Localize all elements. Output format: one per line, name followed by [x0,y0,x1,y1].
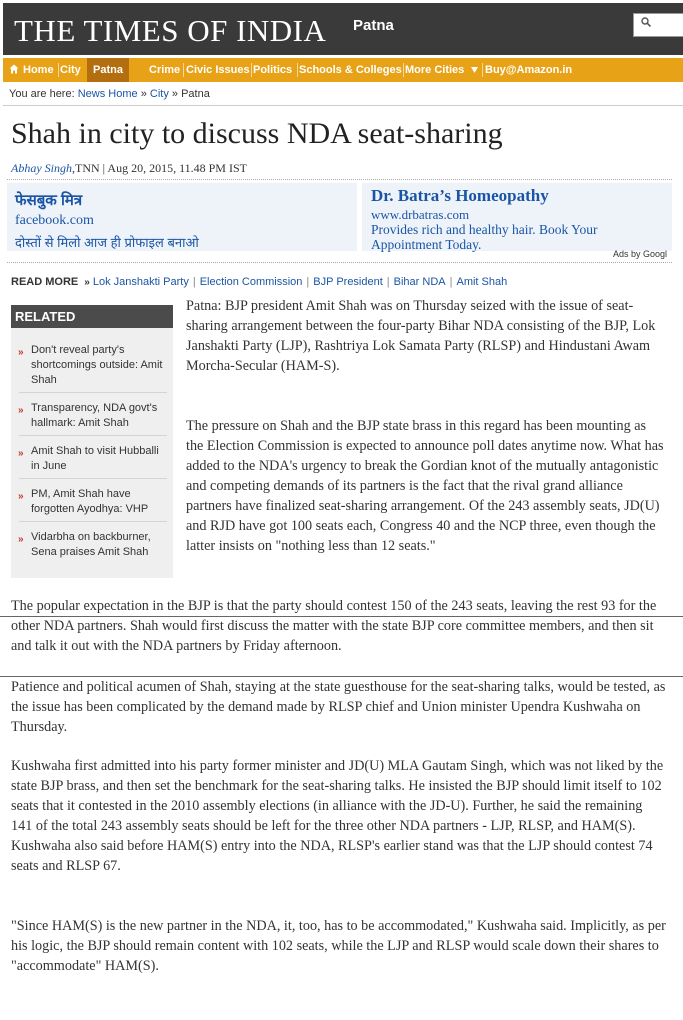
tag-separator: | [449,276,453,288]
ad-title[interactable]: फेसबुक मित्र [15,192,83,209]
tag-separator: | [306,276,310,288]
related-item-label[interactable]: Vidarbha on backburner, Sena praises Amit Shah [31,531,151,558]
article-byline [11,161,247,176]
related-item-label[interactable]: Don't reveal party's shortcomings outside: Amit Shah [31,344,163,386]
ad-drbatras[interactable] [362,183,672,251]
breadcrumb-city[interactable]: City [149,88,169,100]
nav-buy-amazon[interactable]: Buy@Amazon.in [485,64,573,76]
divider [19,392,167,393]
ad-text[interactable]: दोस्तों से मिलो आज ही प्रोफाइल बनाओ [15,235,199,250]
related-item-label[interactable]: Transparency, NDA govt's hallmark: Amit Shah [31,402,158,429]
related-item-label[interactable]: PM, Amit Shah have forgotten Ayodhya: VHP [31,488,149,515]
article-paragraph: "Since HAM(S) is the new partner in the NDA, it, too, has to be accommodated," Kushwaha said. Implicitly, as per his logic, the BJP should remain content with 102 seats, while the LJP and RLSP would scale down their shares to "accommodate" HAM(S). [11,918,666,974]
site-header [3,3,683,55]
read-more-bar [11,276,507,288]
ad-title[interactable]: Dr. Batra’s Homeopathy [371,186,549,205]
article-paragraph: The pressure on Shah and the BJP state brass in this regard has been mounting as the Election Commission is expected to announce poll dates anytime now. What has added to the NDA's urgency to break the Gordian knot of the mutually antagonistic and competing demands of its partners is the fact that the rival grand alliance partners have finalized seat-sharing arrangement. Of the 243 assembly seats, JD(U) and RJD have got 100 seats each, Congress 40 and the NCP three, even though the latter insists on "nothing less than 12 seats." [186,418,664,554]
search-icon[interactable] [641,17,651,27]
breadcrumb-separator: » [171,88,179,100]
nav-divider [251,63,252,77]
ad-url[interactable]: www.drbatras.com [371,207,470,222]
breadcrumb-separator: » [140,88,147,100]
nav-civic-issues[interactable]: Civic Issues [186,64,250,76]
nav-schools-colleges[interactable]: Schools & Colleges [299,64,402,76]
bullet-icon: » [18,448,24,459]
breadcrumb-current: Patna [181,88,210,100]
divider [0,616,683,617]
bullet-icon: » [18,405,24,416]
nav-home[interactable] [9,58,54,82]
bullet-icon: » [18,534,24,545]
related-item-label[interactable]: Amit Shah to visit Hubballi in June [31,445,159,472]
related-item[interactable] [11,343,173,388]
article-paragraph: The popular expectation in the BJP is that the party should contest 150 of the 243 seats, leaving the rest 93 for the other NDA partners. Shah would first discuss the matter with the state BJP core committee members, and then sit and talk it out with the NDA partners by Friday afternoon. [11,598,657,654]
nav-home-label: Home [23,64,54,76]
nav-divider [183,63,184,77]
article-paragraph: Patna: BJP president Amit Shah was on Thursday seized with the issue of seat-sharing arrangement between the four-party Bihar NDA consisting of the BJP, Lok Janshakti Party (LJP), Rashtriya Lok Samata Party (RLSP) and Hindustani Awam Morcha-Secular (HAM-S). [186,298,656,374]
article-meta: ,TNN | Aug 20, 2015, 11.48 PM IST [72,161,247,175]
double-chevron-icon: » [84,277,90,288]
tag-link[interactable]: Amit Shah [456,276,508,288]
nav-city[interactable]: City [60,64,81,76]
related-item[interactable] [11,444,173,474]
tag-link[interactable]: BJP President [313,276,383,288]
breadcrumb-prefix: You are here: [9,88,75,100]
breadcrumb-news-home[interactable]: News Home [77,88,138,100]
breadcrumb [9,88,210,100]
article-paragraph: Kushwaha first admitted into his party former minister and JD(U) MLA Gautam Singh, which was not liked by the state BJP brass, and then set the benchmark for the seat-sharing talks. He insisted the BJP should limit itself to 102 seats that it contested in the 2010 assembly elections (in alliance with the JD-U). Further, he said the remaining 141 of the total 243 assembly seats should be left for the three other NDA partners - LJP, RLSP, and HAM(S). Kushwaha also said before HAM(S) entry into the NDA, RLSP's earlier stand was that the LJP should contest 74 seats and RLSP 67. [11,758,664,874]
divider [19,435,167,436]
search-input[interactable] [633,13,683,37]
nav-crime[interactable]: Crime [149,64,181,76]
ad-banner [7,179,672,263]
ad-url[interactable]: facebook.com [15,213,94,228]
nav-politics[interactable]: Politics [253,64,293,76]
related-item[interactable] [11,401,173,431]
tag-separator: | [192,276,196,288]
edition-city-label: Patna [353,17,394,34]
home-icon [9,64,19,74]
bullet-icon: » [18,347,24,358]
nav-divider [297,63,298,77]
divider [19,521,167,522]
nav-divider [482,63,483,77]
author-link[interactable]: Abhay Singh [11,161,72,175]
article-headline: Shah in city to discuss NDA seat-sharing [11,117,503,150]
ad-text[interactable]: Provides rich and healthy hair. Book Your Appointment Today. [371,222,598,252]
ad-facebook[interactable] [7,183,357,251]
tag-link[interactable]: Bihar NDA [393,276,446,288]
tag-link[interactable]: Election Commission [199,276,303,288]
tag-separator: | [386,276,390,288]
divider [19,478,167,479]
site-logo[interactable]: THE TIMES OF INDIA [14,13,327,48]
related-item[interactable] [11,487,173,517]
related-box [11,305,173,578]
ads-by-google-label[interactable]: Ads by Googl [613,249,668,259]
nav-divider [403,63,404,77]
related-heading: RELATED [11,305,173,328]
nav-patna[interactable]: Patna [87,58,129,82]
divider [3,105,683,106]
article-paragraph: Patience and political acumen of Shah, staying at the state guesthouse for the seat-sharing talks, would be tested, as the issue has been complicated by the demand made by RLSP chief and Union minister Upendra Kushwaha on Thursday. [11,679,666,735]
nav-more-cities[interactable]: More Cities [405,64,465,76]
chevron-down-icon[interactable] [471,67,478,73]
read-more-label: READ MORE [11,276,79,288]
bullet-icon: » [18,491,24,502]
tag-link[interactable]: Lok Janshakti Party [92,276,189,288]
nav-divider [58,63,59,77]
related-item[interactable] [11,530,173,560]
main-nav [3,58,683,82]
